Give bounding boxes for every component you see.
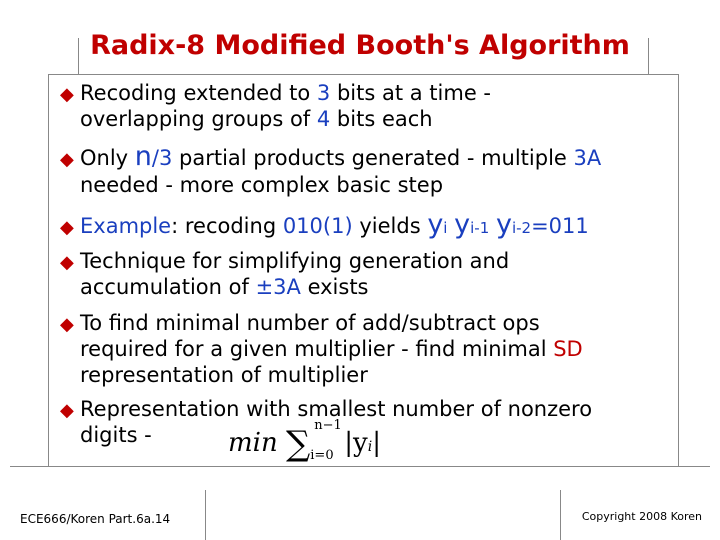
- footer-right-edge: [560, 490, 561, 540]
- bullet-1: ◆ Recoding extended to 3 bits at a time -: [60, 80, 491, 108]
- bullet-5: ◆ To find minimal number of add/subtract ops: [60, 310, 540, 338]
- bottom-divider: [10, 466, 710, 467]
- top-divider: [48, 74, 678, 75]
- footer-course-label: ECE666/Koren Part.6a.14: [20, 512, 171, 526]
- diamond-bullet-icon: ◆: [60, 149, 74, 170]
- bullet-6-cont: digits -: [80, 423, 152, 447]
- diamond-bullet-icon: ◆: [60, 84, 74, 105]
- diamond-bullet-icon: ◆: [60, 314, 74, 335]
- bullet-6: ◆ Representation with smallest number of nonzero: [60, 396, 592, 424]
- bullet-4-cont: accumulation of ±3A exists: [80, 275, 369, 299]
- diamond-bullet-icon: ◆: [60, 217, 74, 238]
- bullet-3: ◆ Example: recoding 010(1) yields yi yi-1 yi-2=011: [60, 209, 589, 240]
- bullet-2: ◆ Only n/3 partial products generated - multiple 3A: [60, 141, 602, 172]
- bullet-4: ◆ Technique for simplifying generation and: [60, 248, 509, 276]
- right-border: [678, 74, 679, 466]
- bullet-1-cont: overlapping groups of 4 bits each: [80, 107, 433, 131]
- bullet-5-cont-2: representation of multiplier: [80, 363, 368, 387]
- footer-copyright: Copyright 2008 Koren: [581, 510, 702, 523]
- bullet-2-cont: needed - more complex basic step: [80, 173, 444, 197]
- min-sum-formula: min ∑ n−1 i=0 |yi|: [228, 418, 381, 464]
- bullet-5-cont: required for a given multiplier - find minimal SD: [80, 337, 583, 361]
- slide-title: Radix-8 Modified Booth's Algorithm: [90, 30, 630, 61]
- footer-left-edge: [205, 490, 206, 540]
- diamond-bullet-icon: ◆: [60, 400, 74, 421]
- diamond-bullet-icon: ◆: [60, 252, 74, 273]
- left-border: [48, 74, 49, 466]
